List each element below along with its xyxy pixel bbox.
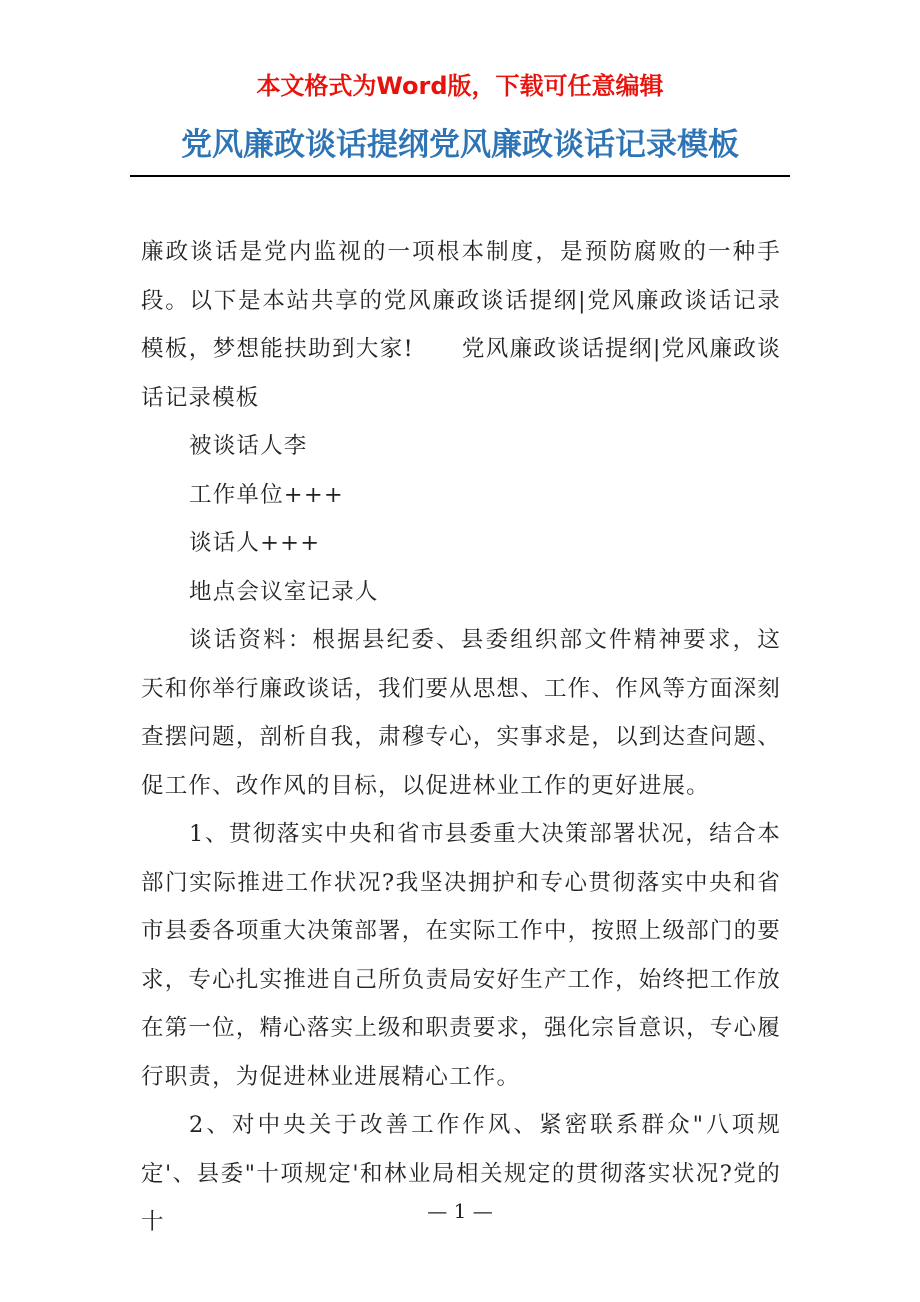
download-banner: 本文格式为Word版，下载可任意编辑 xyxy=(256,72,664,100)
content-paragraph: 谈话资料：根据县纪委、县委组织部文件精神要求，这天和你举行廉政谈话，我们要从思想、工作、作风等方面深刻查摆问题，剖析自我，肃穆专心，实事求是，以到达查问题、促工作、改作风的目标，以促进林业工作的更好进展。 xyxy=(141,627,781,799)
work-unit-line: 工作单位+++ xyxy=(189,481,344,508)
item-1-paragraph: 1、贯彻落实中央和省市县委重大决策部署状况，结合本部门实际推进工作状况?我坚决拥护和专心贯彻落实中央和省市县委各项重大决策部署，在实际工作中，按照上级部门的要求，专心扎实推进自己所负责局安好生产工作，始终把工作放在第一位，精心落实上级和职责要求，强化宗旨意识，专心履行职责，为促进林业进展精心工作。 xyxy=(141,821,781,1090)
intro-paragraph: 廉政谈话是党内监视的一项根本制度，是预防腐败的一种手段。以下是本站共享的党风廉政谈话提纲|党风廉政谈话记录模板，梦想能扶助到大家! 党风廉政谈话提纲|党风廉政谈话记录模板 xyxy=(141,239,781,411)
location-line: 地点会议室记录人 xyxy=(189,578,379,605)
document-body xyxy=(141,228,781,1247)
item-2-paragraph: 2、对中央关于改善工作作风、紧密联系群众"八项规定'、县委"十项规定'和林业局相关规定的贯彻落实状况?党的十 xyxy=(141,1112,781,1235)
document-title: 党风廉政谈话提纲党风廉政谈话记录模板 xyxy=(181,127,739,163)
page-number: — 1 — xyxy=(427,1199,493,1223)
interviewer-line: 谈话人+++ xyxy=(189,530,321,556)
title-divider xyxy=(130,175,790,177)
interviewee-line: 被谈话人李 xyxy=(189,433,308,459)
